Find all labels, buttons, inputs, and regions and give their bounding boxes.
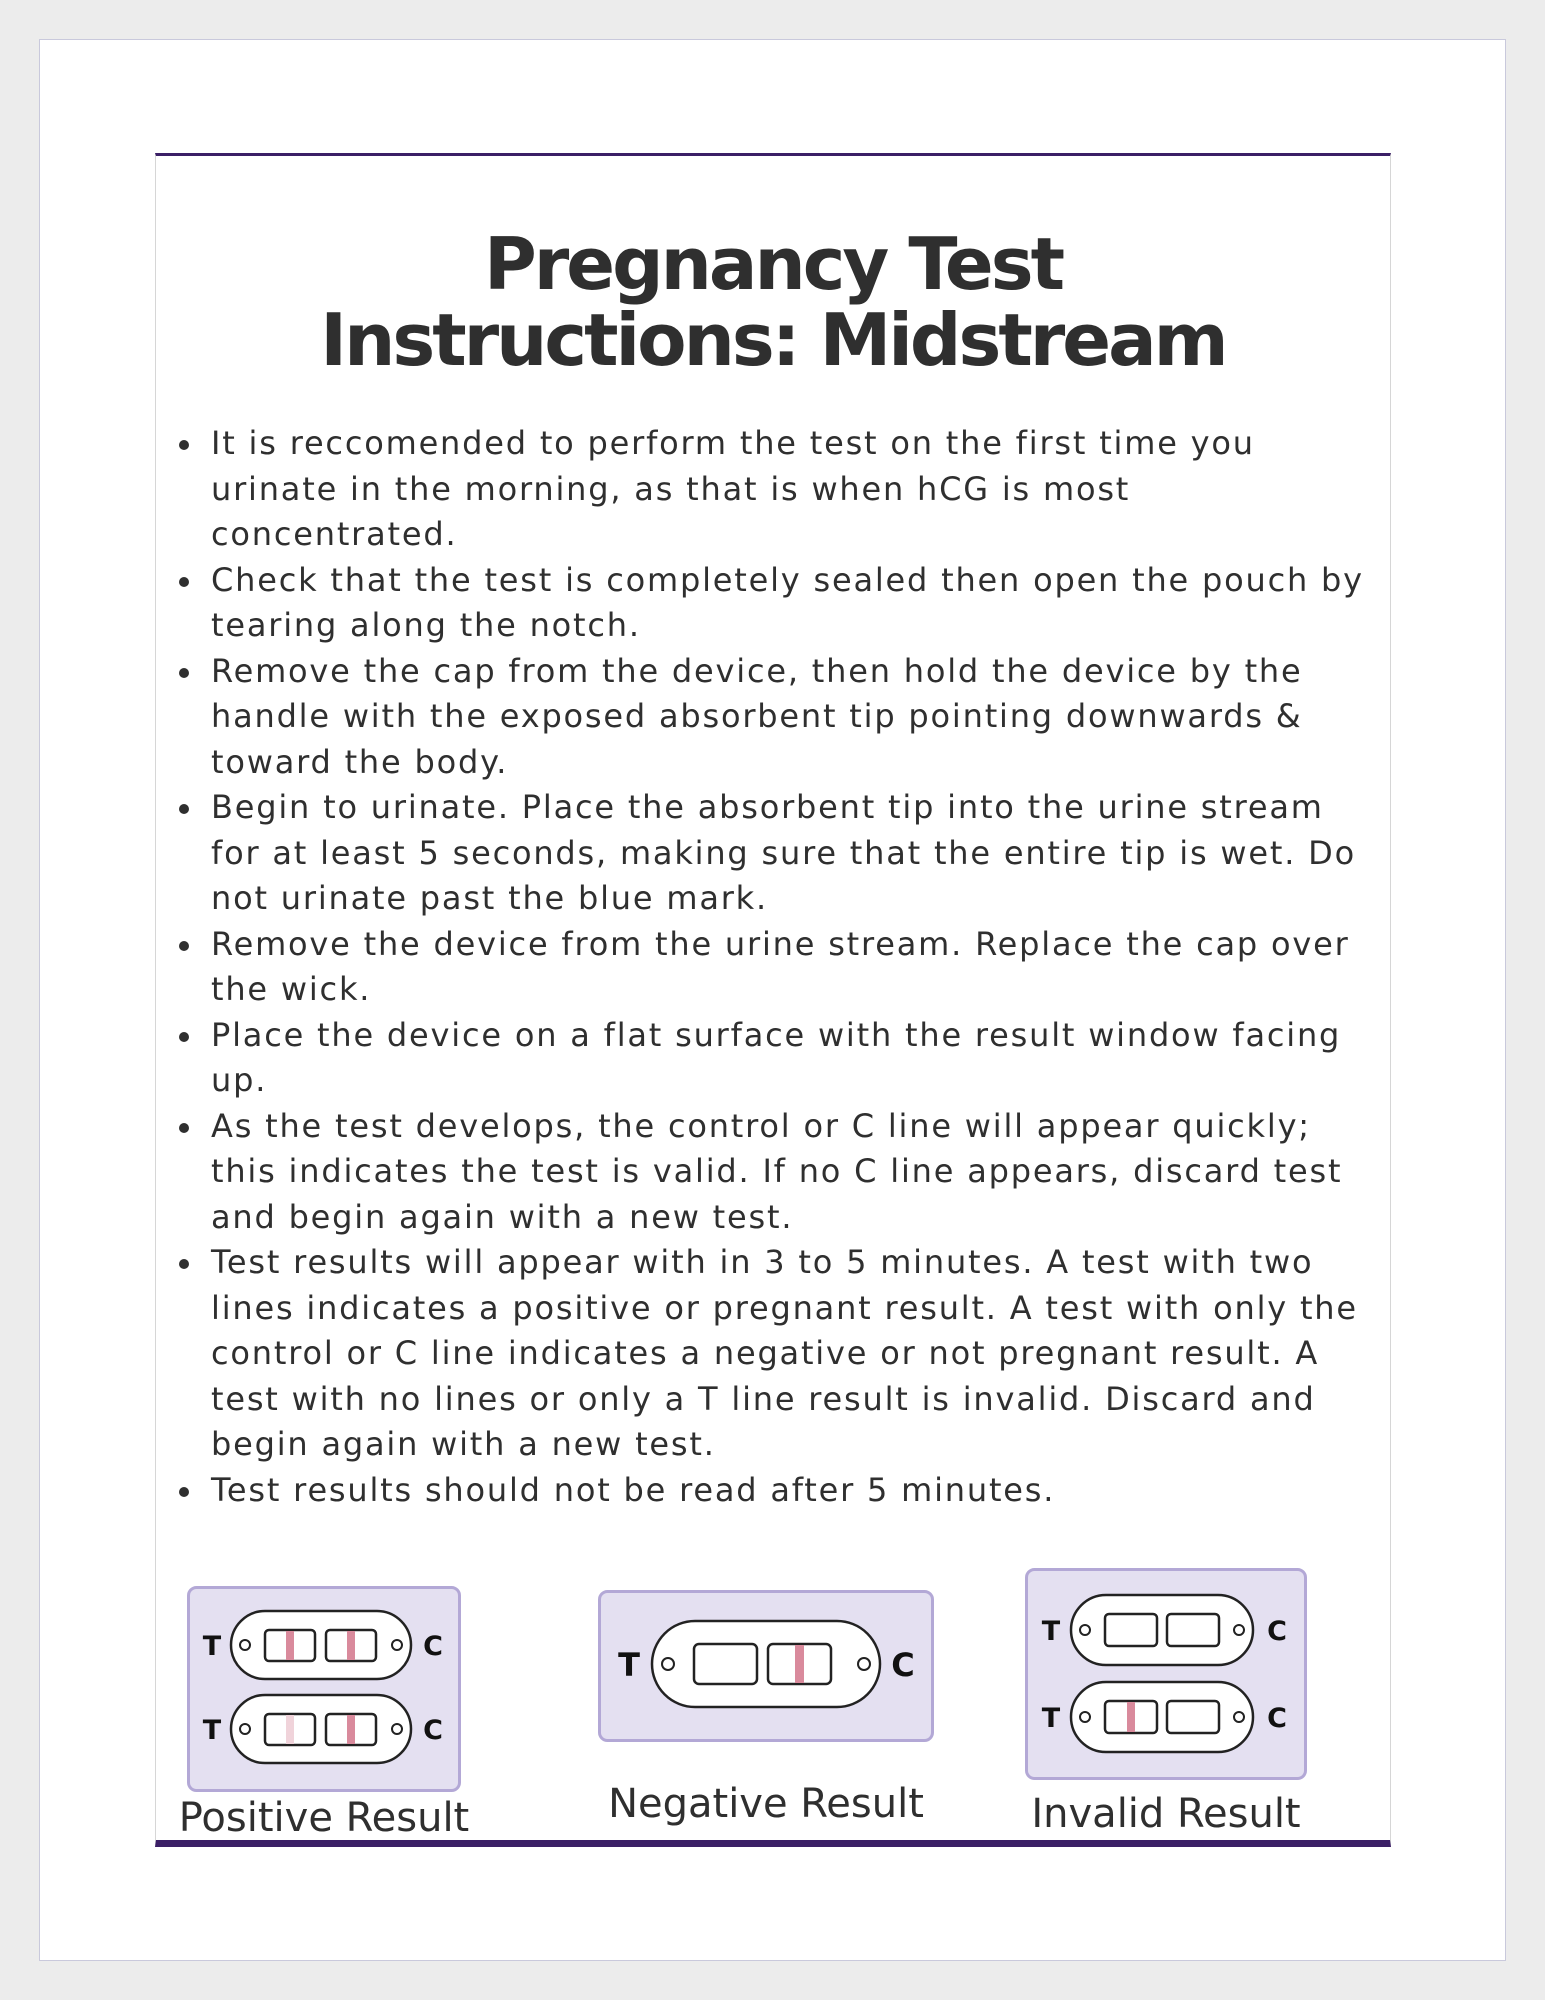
control-line — [347, 1715, 355, 1744]
instruction-step-7: As the test develops, the control or C line will appear quickly; this indicates the test is valid. If no C line appears, discard test and begin again with a new test. — [174, 1104, 1384, 1241]
title-line-1: Pregnancy Test — [483, 222, 1063, 306]
t-marker: T — [202, 1715, 222, 1746]
instruction-step-2: Check that the test is completely sealed then open the pouch by tearing along the notch. — [174, 558, 1384, 649]
positive-result-label: Positive Result — [178, 1795, 470, 1841]
instruction-step-4: Begin to urinate. Place the absorbent tip into the urine stream for at least 5 seconds, making sure that the entire tip is wet. Do not urinate past the blue mark. — [174, 785, 1384, 922]
instruction-step-8: Test results will appear with in 3 to 5 minutes. A test with two lines indicates a positive or pregnant result. A test with only the control or C line indicates a negative or not pregnant result. A test with no lines or only a T line result is invalid. Discard and begin again with a new test. — [174, 1240, 1384, 1468]
instruction-card — [155, 153, 1391, 1847]
faint-test-line — [286, 1715, 294, 1744]
positive-result — [174, 1586, 474, 1842]
c-marker: C — [1267, 1616, 1287, 1647]
t-marker: T — [202, 1631, 222, 1662]
c-marker: C — [891, 1646, 915, 1684]
test-line — [286, 1631, 294, 1660]
control-line — [347, 1631, 355, 1660]
negative-result-illustration — [598, 1590, 934, 1742]
invalid-result-illustration — [1025, 1568, 1307, 1780]
c-marker: C — [423, 1715, 443, 1746]
t-marker: T — [618, 1646, 640, 1684]
instruction-step-3: Remove the cap from the device, then hold the device by the handle with the exposed absorbent tip pointing downwards & toward the body. — [174, 649, 1384, 786]
negative-result-label: Negative Result — [608, 1781, 924, 1827]
document-page — [39, 39, 1506, 1961]
t-marker: T — [1041, 1703, 1061, 1734]
instruction-step-1: It is reccomended to perform the test on the first time you urinate in the morning, as that is when hCG is most concentrated. — [174, 421, 1384, 558]
positive-result-illustration — [187, 1586, 461, 1792]
invalid-result-label: Invalid Result — [1031, 1791, 1301, 1837]
control-line — [795, 1645, 804, 1683]
instruction-step-6: Place the device on a flat surface with the result window facing up. — [174, 1013, 1384, 1104]
instruction-step-9: Test results should not be read after 5 minutes. — [174, 1468, 1384, 1514]
c-marker: C — [423, 1631, 443, 1662]
negative-result — [596, 1590, 936, 1828]
instruction-step-5: Remove the device from the urine stream. Replace the cap over the wick. — [174, 922, 1384, 1013]
t-marker: T — [1041, 1616, 1061, 1647]
title-line-2: Instructions: Midstream — [320, 298, 1226, 382]
invalid-result — [1016, 1568, 1316, 1838]
instruction-list — [174, 421, 1384, 1513]
c-marker: C — [1267, 1703, 1287, 1734]
page-title — [156, 222, 1390, 382]
test-line — [1127, 1702, 1135, 1732]
